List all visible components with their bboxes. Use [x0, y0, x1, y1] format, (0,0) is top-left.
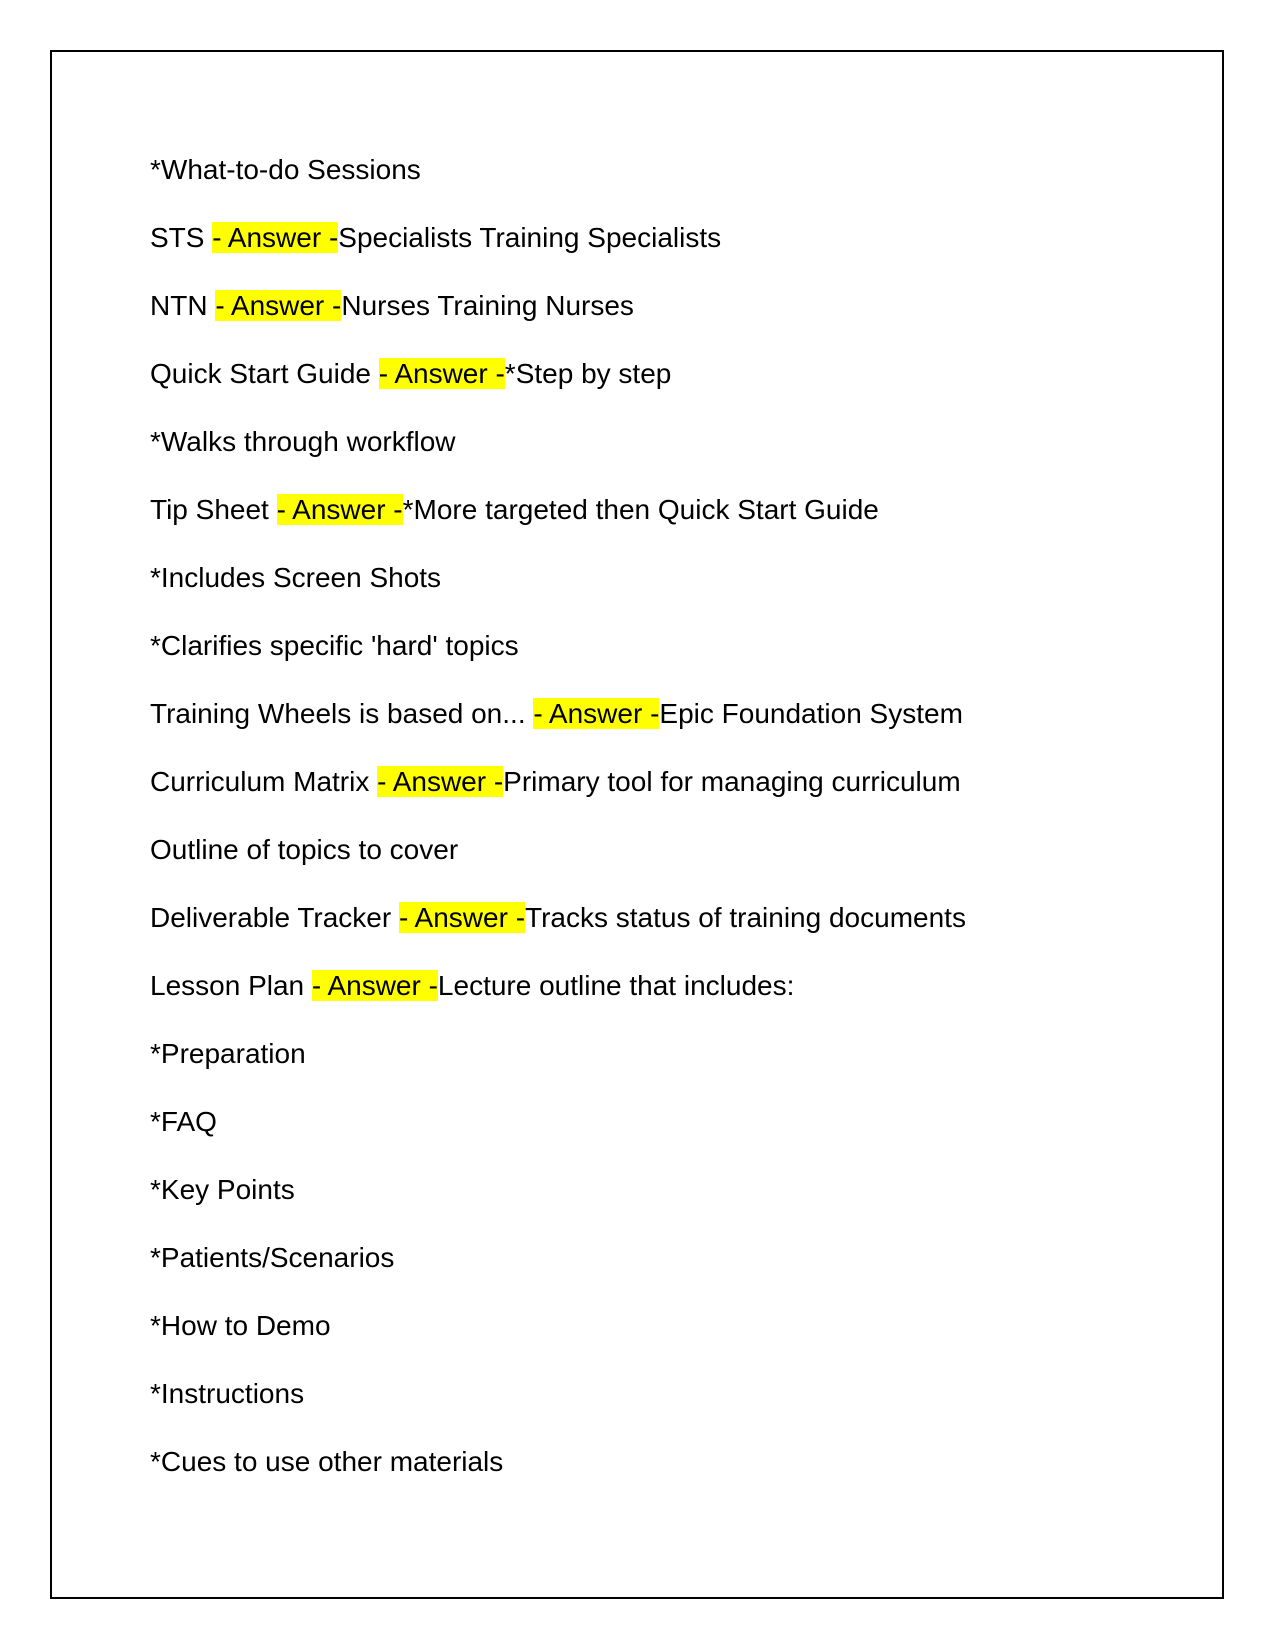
- line-tip-sheet: [150, 490, 1200, 558]
- term-text: Quick Start Guide: [150, 358, 379, 389]
- answer-highlight: - Answer -: [215, 290, 342, 321]
- line-clarifies-topics: [150, 626, 1200, 694]
- line-text: *Key Points: [150, 1174, 295, 1205]
- line-text: Outline of topics to cover: [150, 834, 459, 865]
- term-text: Training Wheels is based on...: [150, 698, 534, 729]
- definition-text: *More targeted then Quick Start Guide: [402, 494, 879, 525]
- line-text: *Patients/Scenarios: [150, 1242, 395, 1273]
- line-how-to-demo: [150, 1306, 1200, 1374]
- definition-text: Epic Foundation System: [659, 698, 963, 729]
- term-text: Deliverable Tracker: [150, 902, 399, 933]
- line-text: *Includes Screen Shots: [150, 562, 442, 593]
- definition-text: Tracks status of training documents: [525, 902, 966, 933]
- term-text: NTN: [150, 290, 216, 321]
- line-quick-start-guide: [150, 354, 1200, 422]
- answer-highlight: - Answer -: [398, 902, 526, 933]
- line-includes-screen-shots: [150, 558, 1200, 626]
- line-outline-of-topics: [150, 830, 1200, 898]
- line-ntn: [150, 286, 1200, 354]
- line-deliverable-tracker: [150, 898, 1200, 966]
- line-text: *Clarifies specific 'hard' topics: [150, 630, 519, 661]
- term-text: STS: [150, 222, 213, 253]
- line-what-to-do-sessions: [150, 150, 1200, 218]
- line-text: *How to Demo: [150, 1310, 331, 1341]
- answer-highlight: - Answer -: [533, 698, 660, 729]
- answer-highlight: - Answer -: [311, 970, 438, 1001]
- answer-highlight: - Answer -: [276, 494, 403, 525]
- definition-text: Nurses Training Nurses: [341, 290, 634, 321]
- term-text: Tip Sheet: [150, 494, 277, 525]
- line-patients-scenarios: [150, 1238, 1200, 1306]
- line-text: *Instructions: [150, 1378, 305, 1409]
- line-text: *What-to-do Sessions: [150, 154, 421, 185]
- line-text: *Cues to use other materials: [150, 1446, 504, 1477]
- line-walks-through-workflow: [150, 422, 1200, 490]
- line-text: *FAQ: [150, 1106, 217, 1137]
- answer-highlight: - Answer -: [378, 358, 505, 389]
- line-cues-other-materials: [150, 1442, 1200, 1510]
- line-training-wheels: [150, 694, 1200, 762]
- line-text: *Preparation: [150, 1038, 306, 1069]
- answer-highlight: - Answer -: [377, 766, 504, 797]
- line-sts: [150, 218, 1200, 286]
- line-instructions: [150, 1374, 1200, 1442]
- definition-text: Primary tool for managing curriculum: [503, 766, 961, 797]
- line-key-points: [150, 1170, 1200, 1238]
- line-faq: [150, 1102, 1200, 1170]
- answer-highlight: - Answer -: [212, 222, 339, 253]
- term-text: Lesson Plan: [150, 970, 312, 1001]
- line-text: *Walks through workflow: [150, 426, 456, 457]
- definition-text: Lecture outline that includes:: [437, 970, 795, 1001]
- line-curriculum-matrix: [150, 762, 1200, 830]
- term-text: Curriculum Matrix: [150, 766, 378, 797]
- line-lesson-plan: [150, 966, 1200, 1034]
- definition-text: Specialists Training Specialists: [338, 222, 722, 253]
- definition-text: *Step by step: [504, 358, 672, 389]
- line-preparation: [150, 1034, 1200, 1102]
- document-body: [150, 150, 1200, 1510]
